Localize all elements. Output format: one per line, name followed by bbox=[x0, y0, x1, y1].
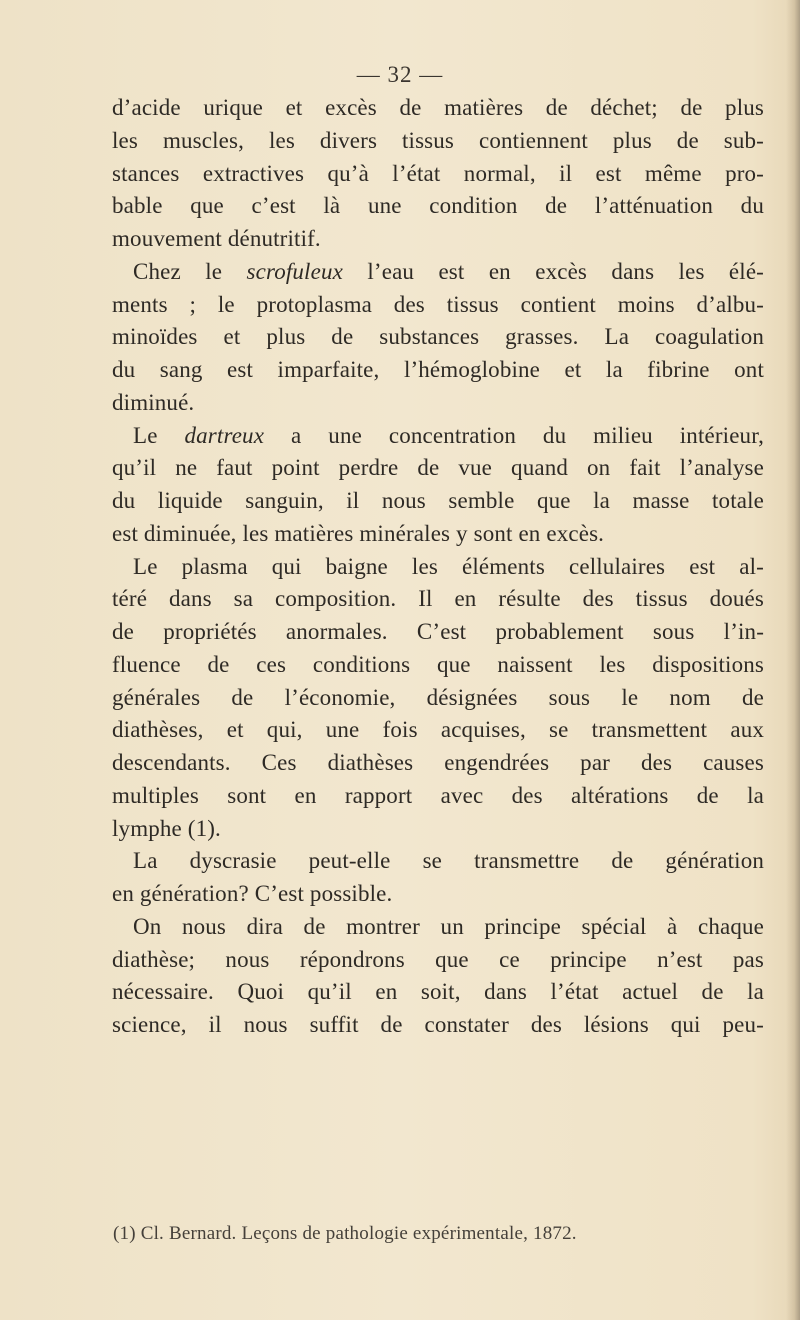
text-line: d’acide urique et excès de matières de déchet; de plus bbox=[112, 95, 764, 120]
body-text bbox=[112, 92, 764, 1042]
text-line: diminué. bbox=[112, 389, 195, 415]
text-line: du sang est imparfaite, l’hémoglobine et la fibrine ont bbox=[112, 357, 764, 382]
text-line: bable que c’est là une condition de l’atténuation du bbox=[112, 193, 764, 219]
italic-term: scrofuleux bbox=[246, 258, 343, 284]
text-line: générales de l’économie, désignées sous le nom de bbox=[112, 684, 764, 710]
text-line: Le plasma qui baigne les éléments cellulaires est al- bbox=[133, 553, 764, 579]
text-line: diathèse; nous répondrons que ce principe n’est pas bbox=[112, 946, 764, 972]
text-line: descendants. Ces diathèses engendrées par des causes bbox=[112, 750, 764, 775]
text-line: minoïdes et plus de substances grasses. La coagulation bbox=[112, 324, 764, 350]
text-line: ments ; le protoplasma des tissus contient moins d’albu- bbox=[112, 291, 764, 317]
text-line: est diminuée, les matières minérales y sont en excès. bbox=[112, 520, 605, 546]
text-line: science, il nous suffit de constater des lésions qui peu- bbox=[112, 1012, 764, 1037]
text-line: nécessaire. Quoi qu’il en soit, dans l’état actuel de la bbox=[112, 979, 764, 1005]
text-line: en génération? C’est possible. bbox=[112, 881, 393, 906]
text-line: les muscles, les divers tissus contiennent plus de sub- bbox=[112, 127, 764, 153]
text-line: Chez le scrofuleux l’eau est en excès dans les élé- bbox=[133, 258, 764, 284]
text-line: téré dans sa composition. Il en résulte des tissus doués bbox=[112, 586, 764, 612]
text-line: diathèses, et qui, une fois acquises, se transmettent aux bbox=[112, 717, 764, 743]
text-line: multiples sont en rapport avec des altérations de la bbox=[112, 782, 764, 808]
page-edge-shadow bbox=[786, 0, 800, 1320]
text-line: stances extractives qu’à l’état normal, il est même pro- bbox=[112, 160, 764, 186]
text-line: Le dartreux a une concentration du milieu intérieur, bbox=[133, 422, 764, 448]
footnote: (1) Cl. Bernard. Leçons de pathologie expérimentale, 1872. bbox=[113, 1223, 577, 1244]
text-line: de propriétés anormales. C’est probablement sous l’in- bbox=[112, 619, 764, 644]
italic-term: dartreux bbox=[184, 422, 265, 448]
text-line: lymphe (1). bbox=[112, 815, 221, 841]
page-number: — 32 — bbox=[356, 62, 444, 87]
text-line: On nous dira de montrer un principe spécial à chaque bbox=[133, 913, 764, 939]
text-line: qu’il ne faut point perdre de vue quand on fait l’analyse bbox=[112, 455, 764, 481]
text-line: La dyscrasie peut-elle se transmettre de génération bbox=[133, 848, 764, 874]
text-line: mouvement dénutritif. bbox=[112, 226, 321, 251]
text-line: du liquide sanguin, il nous semble que la masse totale bbox=[112, 488, 764, 513]
text-line: fluence de ces conditions que naissent les dispositions bbox=[112, 651, 764, 677]
